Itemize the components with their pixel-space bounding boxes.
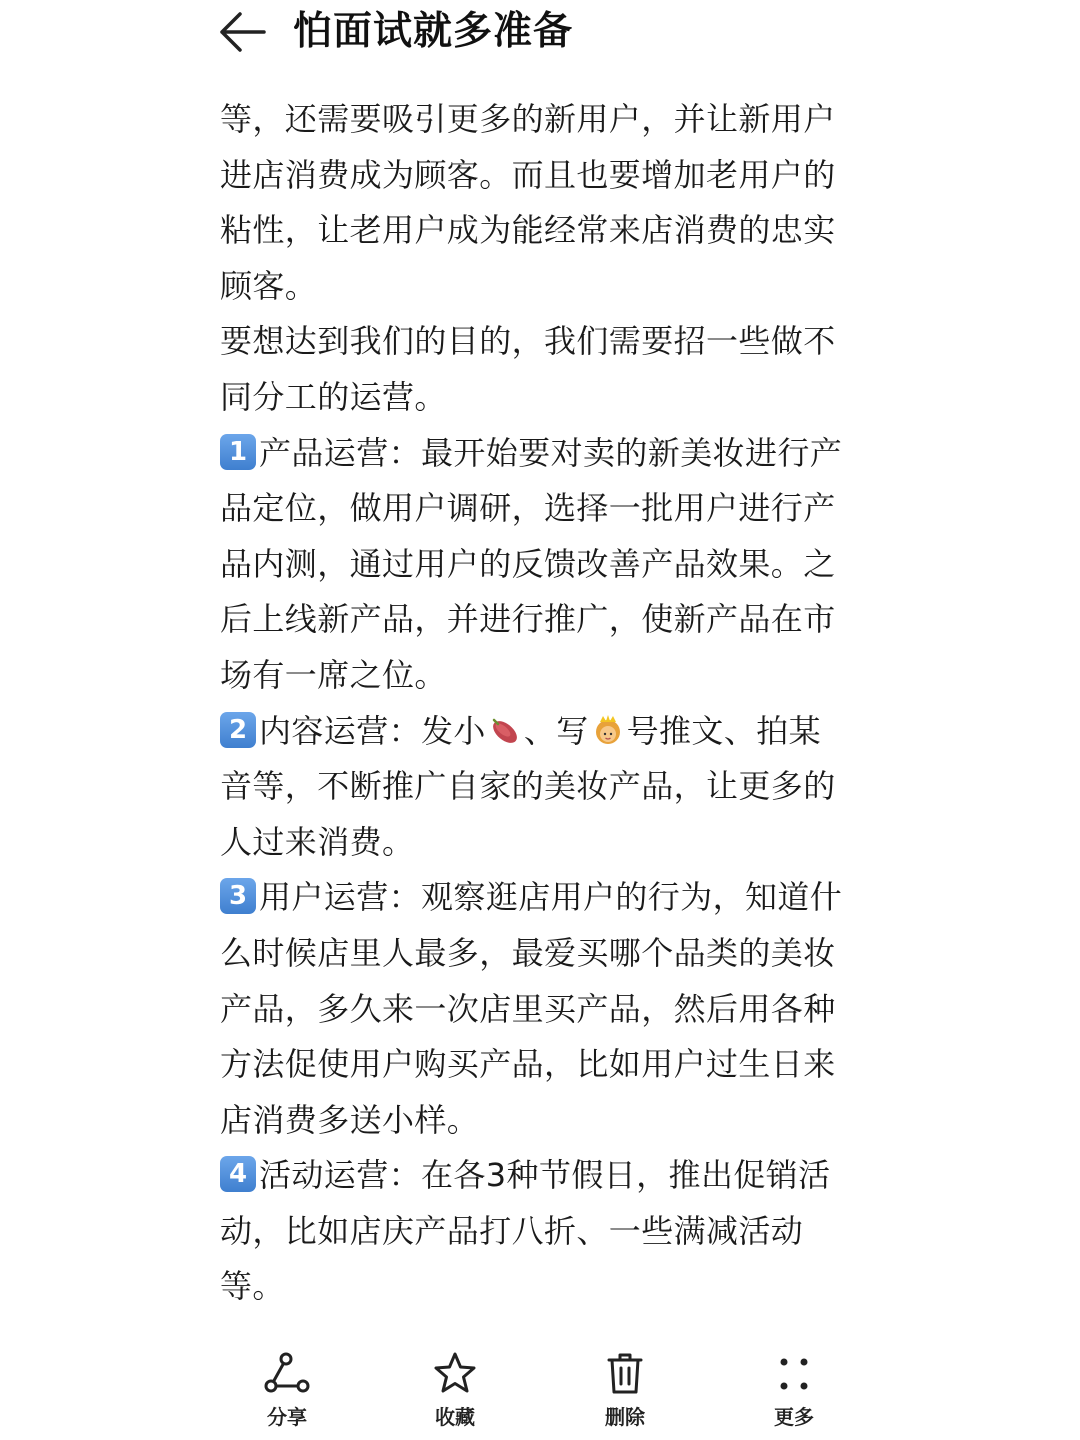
- share-icon: [261, 1348, 313, 1400]
- text-line: 同分工的运营。: [220, 377, 447, 416]
- section-heading-line: [220, 1148, 856, 1204]
- text-line: 么时候店里人最多，最爱买哪个品类的美妆: [220, 933, 836, 972]
- text-line: 后上线新产品，并进行推广，使新产品在市: [220, 600, 836, 639]
- text-line: 动，比如店庆产品打八折、一些满减活动: [220, 1211, 804, 1250]
- share-label: 分享: [267, 1405, 307, 1429]
- favorite-button[interactable]: [405, 1348, 505, 1428]
- text-line: 场有一席之位。: [220, 655, 447, 694]
- text-segment: 、写: [523, 711, 589, 750]
- text-line: 音等，不断推广自家的美妆产品，让更多的: [220, 767, 836, 806]
- bottom-toolbar: [0, 1348, 1080, 1440]
- more-dots-icon: [768, 1348, 820, 1400]
- text-segment: 号推文、拍某: [626, 711, 822, 750]
- section-heading-line: [220, 704, 856, 760]
- delete-button[interactable]: [575, 1348, 675, 1428]
- number-4-badge: 4: [220, 1156, 256, 1192]
- page-title: 怕面试就多准备: [293, 9, 574, 54]
- article-body: [220, 92, 856, 1315]
- text-line: 方法促使用户购买产品，比如用户过生日来: [220, 1045, 836, 1084]
- text-line: 粘性，让老用户成为能经常来店消费的忠实: [220, 211, 836, 250]
- sweet-potato-icon: [488, 713, 522, 747]
- more-button[interactable]: [744, 1348, 844, 1428]
- number-3-badge: 3: [220, 878, 256, 914]
- top-bar: [0, 0, 1080, 70]
- text-line: 进店消费成为顾客。而且也要增加老用户的: [220, 155, 836, 194]
- text-line: 品定位，做用户调研，选择一批用户进行产: [220, 489, 836, 528]
- text-line: 等。: [220, 1267, 285, 1306]
- favorite-label: 收藏: [435, 1405, 475, 1429]
- text-line: 用户运营：观察逛店用户的行为，知道什: [259, 878, 843, 917]
- number-2-badge: 2: [220, 712, 256, 748]
- text-line: 产品，多久来一次店里买产品，然后用各种: [220, 989, 836, 1028]
- text-line: 产品运营：最开始要对卖的新美妆进行产: [259, 433, 843, 472]
- trash-icon: [599, 1348, 651, 1400]
- text-segment: 内容运营：发小: [259, 711, 486, 750]
- text-line: 等，还需要吸引更多的新用户，并让新用户: [220, 100, 836, 138]
- text-line: 顾客。: [220, 266, 318, 305]
- text-line: 品内测，通过用户的反馈改善产品效果。之: [220, 544, 836, 583]
- section-heading-line: [220, 870, 856, 926]
- arrow-left-icon: [216, 6, 270, 60]
- star-icon: [429, 1348, 481, 1400]
- section-heading-line: [220, 426, 856, 482]
- delete-label: 删除: [605, 1405, 645, 1429]
- share-button[interactable]: [237, 1348, 337, 1428]
- princess-icon: [591, 713, 625, 747]
- text-line: 活动运营：在各3种节假日，推出促销活: [259, 1156, 831, 1195]
- number-1-badge: 1: [220, 434, 256, 470]
- text-line: 店消费多送小样。: [220, 1100, 480, 1139]
- text-line: 要想达到我们的目的，我们需要招一些做不: [220, 322, 836, 361]
- text-line: 人过来消费。: [220, 822, 415, 861]
- back-button[interactable]: [216, 6, 270, 60]
- more-label: 更多: [774, 1405, 814, 1429]
